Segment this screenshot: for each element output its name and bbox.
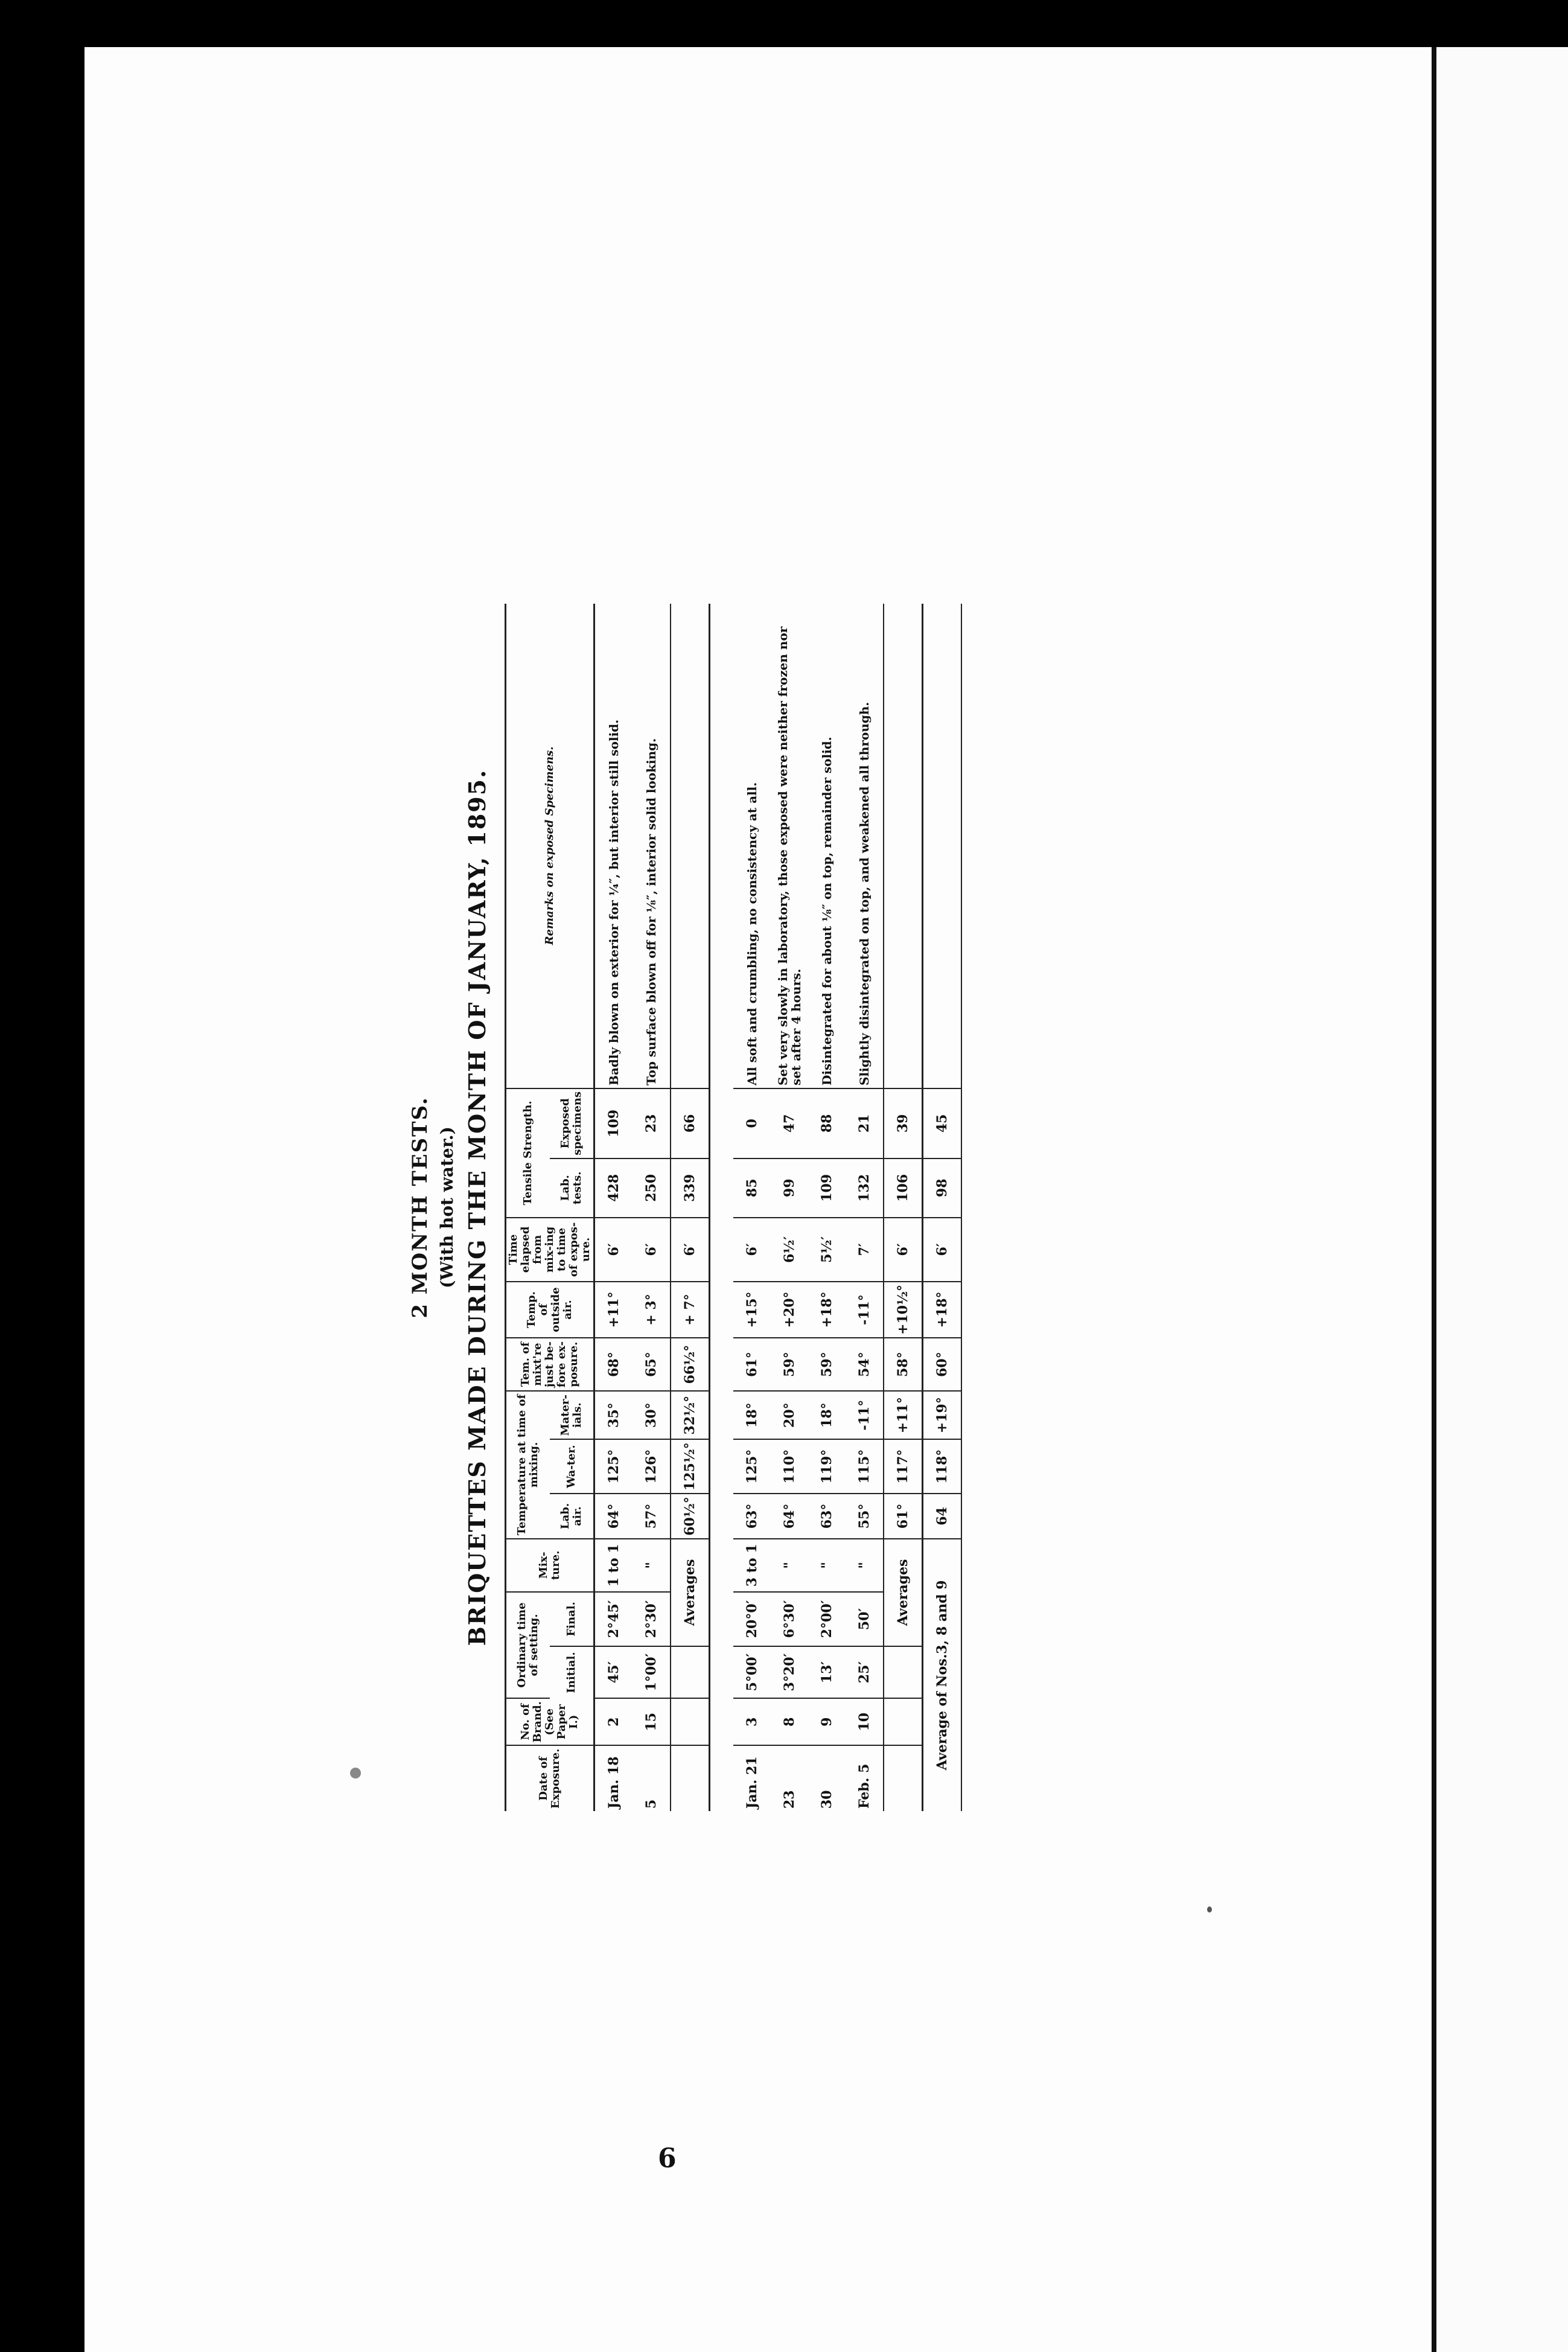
cell-mixture: " xyxy=(771,1539,808,1592)
col-header-exposed: Exposed specimens xyxy=(550,1088,594,1158)
cell-lab-tests: 428 xyxy=(594,1158,633,1218)
cell-materials: 20° xyxy=(771,1391,808,1439)
cell-exposed: 66 xyxy=(671,1088,710,1158)
page-subtitle: (With hot water.) xyxy=(437,1126,457,1288)
col-header-temp-mixt: Tem. of mixt're just be-fore ex-posure. xyxy=(506,1338,594,1391)
cell-temp-mixt: 59° xyxy=(771,1338,808,1391)
cell-exposed: 109 xyxy=(594,1088,633,1158)
cell-temp-outside: +18° xyxy=(808,1282,846,1338)
cell-water: 125° xyxy=(733,1439,771,1494)
cell-initial: 13′ xyxy=(808,1646,846,1698)
cell-final: 2°45′ xyxy=(594,1592,633,1646)
cell-temp-outside: +18° xyxy=(923,1282,962,1338)
cell-lab-tests: 99 xyxy=(771,1158,808,1218)
cell-lab-tests: 109 xyxy=(808,1158,846,1218)
cell-lab-air: 63° xyxy=(808,1494,846,1539)
cell-mixture: " xyxy=(633,1539,671,1592)
cell-lab-air: 60½° xyxy=(671,1494,710,1539)
averages-row xyxy=(923,604,962,1811)
table-row xyxy=(633,604,671,1811)
cell-materials: 30° xyxy=(633,1391,671,1439)
col-header-water: Wa-ter. xyxy=(550,1439,594,1494)
cell-materials: 35° xyxy=(594,1391,633,1439)
cell-empty xyxy=(884,1646,923,1698)
cell-temp-mixt: 65° xyxy=(633,1338,671,1391)
speck-mark xyxy=(350,1768,361,1778)
cell-temp-outside: + 7° xyxy=(671,1282,710,1338)
cell-empty xyxy=(671,1698,710,1745)
table-heading: BRIQUETTES MADE DURING THE MONTH OF JANUARY, 1895. xyxy=(464,769,491,1646)
cell-initial: 45′ xyxy=(594,1646,633,1698)
cell-materials: +19° xyxy=(923,1391,962,1439)
col-header-setting: Ordinary time of setting. xyxy=(506,1592,550,1698)
cell-time-elapsed: 6′ xyxy=(923,1218,962,1282)
cell-mixture: " xyxy=(808,1539,846,1592)
col-header-mixture: Mix-ture. xyxy=(506,1539,594,1592)
cell-empty xyxy=(884,604,923,1088)
page-number: 6 xyxy=(658,2143,677,2174)
cell-empty xyxy=(710,604,734,1811)
cell-temp-outside: + 3° xyxy=(633,1282,671,1338)
rotated-table-page xyxy=(408,604,950,1811)
cell-temp-mixt: 61° xyxy=(733,1338,771,1391)
averages-label: Averages xyxy=(671,1539,710,1646)
cell-lab-air: 61° xyxy=(884,1494,923,1539)
cell-materials: -11° xyxy=(846,1391,884,1439)
cell-mixture: 1 to 1 xyxy=(594,1539,633,1592)
cell-water: 125° xyxy=(594,1439,633,1494)
cell-remarks: Top surface blown off for ⅛″, interior solid looking. xyxy=(633,604,671,1088)
cell-remarks: All soft and crumbling, no consistency at all. xyxy=(733,604,771,1088)
cell-exposed: 45 xyxy=(923,1088,962,1158)
cell-exposed: 88 xyxy=(808,1088,846,1158)
cell-exposed: 23 xyxy=(633,1088,671,1158)
col-header-lab-tests: Lab. tests. xyxy=(550,1158,594,1218)
cell-materials: 18° xyxy=(733,1391,771,1439)
cell-water: 117° xyxy=(884,1439,923,1494)
cell-water: 115° xyxy=(846,1439,884,1494)
col-header-temp-outside: Temp. of outside air. xyxy=(506,1282,594,1338)
cell-time-elapsed: 6′ xyxy=(633,1218,671,1282)
cell-lab-tests: 106 xyxy=(884,1158,923,1218)
cell-temp-mixt: 60° xyxy=(923,1338,962,1391)
cell-remarks: Set very slowly in laboratory, those exposed were neither frozen nor set after 4 hours. xyxy=(771,604,808,1088)
cell-brand: 2 xyxy=(594,1698,633,1745)
cell-date: Jan. 21 xyxy=(744,1756,760,1809)
cell-empty xyxy=(884,1698,923,1745)
averages-row xyxy=(671,604,710,1811)
spacer-row xyxy=(710,604,734,1811)
col-header-tensile: Tensile Strength. xyxy=(506,1088,550,1218)
cell-exposed: 21 xyxy=(846,1088,884,1158)
cell-date: 30 xyxy=(819,1790,835,1809)
cell-final: 6°30′ xyxy=(771,1592,808,1646)
averages-row xyxy=(884,604,923,1811)
averages-label: Average of Nos.3, 8 and 9 xyxy=(923,1539,962,1811)
cell-empty xyxy=(671,1745,710,1811)
results-table xyxy=(505,604,962,1811)
col-header-materials: Mater-ials. xyxy=(550,1391,594,1439)
cell-lab-air: 64° xyxy=(594,1494,633,1539)
col-header-date: Date of Exposure. xyxy=(506,1745,594,1811)
page-edge-rule xyxy=(1432,47,1436,2352)
cell-lab-air: 55° xyxy=(846,1494,884,1539)
cell-initial: 25′ xyxy=(846,1646,884,1698)
cell-brand: 8 xyxy=(771,1698,808,1745)
adjacent-page-edge xyxy=(1432,47,1568,2352)
cell-empty xyxy=(884,1745,923,1811)
col-header-time-elapsed: Time elapsed from mix-ing to time of expos-ure. xyxy=(506,1218,594,1282)
cell-exposed: 0 xyxy=(733,1088,771,1158)
cell-empty xyxy=(923,604,962,1088)
cell-initial: 3°20′ xyxy=(771,1646,808,1698)
cell-brand: 3 xyxy=(733,1698,771,1745)
cell-lab-tests: 98 xyxy=(923,1158,962,1218)
cell-brand: 9 xyxy=(808,1698,846,1745)
col-header-initial: Initial. xyxy=(550,1646,594,1698)
page-title: 2 MONTH TESTS. xyxy=(408,1096,432,1318)
cell-time-elapsed: 5½′ xyxy=(808,1218,846,1282)
cell-temp-mixt: 59° xyxy=(808,1338,846,1391)
cell-final: 2°30′ xyxy=(633,1592,671,1646)
cell-materials: 18° xyxy=(808,1391,846,1439)
cell-temp-mixt: 68° xyxy=(594,1338,633,1391)
cell-date: Feb. 5 xyxy=(856,1763,872,1809)
cell-mixture: " xyxy=(846,1539,884,1592)
cell-water: 118° xyxy=(923,1439,962,1494)
cell-date: 5 xyxy=(643,1799,659,1809)
cell-temp-outside: -11° xyxy=(846,1282,884,1338)
cell-lab-air: 64° xyxy=(771,1494,808,1539)
table-row xyxy=(808,604,846,1811)
cell-lab-tests: 339 xyxy=(671,1158,710,1218)
cell-temp-outside: +20° xyxy=(771,1282,808,1338)
table-row xyxy=(733,604,771,1811)
cell-temp-outside: +11° xyxy=(594,1282,633,1338)
cell-exposed: 39 xyxy=(884,1088,923,1158)
cell-time-elapsed: 6′ xyxy=(594,1218,633,1282)
cell-remarks: Disintegrated for about ⅛″ on top, remainder solid. xyxy=(808,604,846,1088)
col-header-brand: No. of Brand. (See Paper I.) xyxy=(506,1698,594,1745)
cell-temp-mixt: 58° xyxy=(884,1338,923,1391)
cell-final: 50′ xyxy=(846,1592,884,1646)
cell-empty xyxy=(671,604,710,1088)
table-row xyxy=(846,604,884,1811)
cell-materials: +11° xyxy=(884,1391,923,1439)
cell-empty xyxy=(671,1646,710,1698)
cell-lab-air: 64 xyxy=(923,1494,962,1539)
speck-mark xyxy=(1207,1906,1212,1913)
cell-lab-tests: 250 xyxy=(633,1158,671,1218)
cell-time-elapsed: 6′ xyxy=(733,1218,771,1282)
cell-materials: 32½° xyxy=(671,1391,710,1439)
cell-mixture: 3 to 1 xyxy=(733,1539,771,1592)
cell-lab-tests: 132 xyxy=(846,1158,884,1218)
col-header-temp-mixing: Temperature at time of mixing. xyxy=(506,1391,550,1539)
cell-initial: 1°00′ xyxy=(633,1646,671,1698)
cell-date: Jan. 18 xyxy=(606,1756,622,1809)
table-row xyxy=(594,604,633,1811)
cell-water: 119° xyxy=(808,1439,846,1494)
cell-date: 23 xyxy=(782,1790,797,1809)
cell-brand: 10 xyxy=(846,1698,884,1745)
cell-final: 20°0′ xyxy=(733,1592,771,1646)
col-header-remarks: Remarks on exposed Specimens. xyxy=(506,604,594,1088)
cell-temp-mixt: 54° xyxy=(846,1338,884,1391)
cell-time-elapsed: 6′ xyxy=(884,1218,923,1282)
col-header-final: Final. xyxy=(550,1592,594,1646)
table-row xyxy=(771,604,808,1811)
cell-temp-outside: +15° xyxy=(733,1282,771,1338)
cell-time-elapsed: 6′ xyxy=(671,1218,710,1282)
cell-time-elapsed: 7′ xyxy=(846,1218,884,1282)
cell-remarks: Badly blown on exterior for ¼″, but interior still solid. xyxy=(594,604,633,1088)
cell-water: 126° xyxy=(633,1439,671,1494)
cell-remarks: Slightly disintegrated on top, and weakened all through. xyxy=(846,604,884,1088)
cell-temp-mixt: 66½° xyxy=(671,1338,710,1391)
cell-exposed: 47 xyxy=(771,1088,808,1158)
cell-initial: 5°00′ xyxy=(733,1646,771,1698)
cell-brand: 15 xyxy=(633,1698,671,1745)
cell-water: 110° xyxy=(771,1439,808,1494)
cell-lab-air: 57° xyxy=(633,1494,671,1539)
col-header-lab-air: Lab. air. xyxy=(550,1494,594,1539)
cell-temp-outside: +10½° xyxy=(884,1282,923,1338)
averages-label: Averages xyxy=(884,1539,923,1646)
cell-water: 125½° xyxy=(671,1439,710,1494)
cell-time-elapsed: 6½′ xyxy=(771,1218,808,1282)
cell-lab-tests: 85 xyxy=(733,1158,771,1218)
cell-final: 2°00′ xyxy=(808,1592,846,1646)
cell-lab-air: 63° xyxy=(733,1494,771,1539)
